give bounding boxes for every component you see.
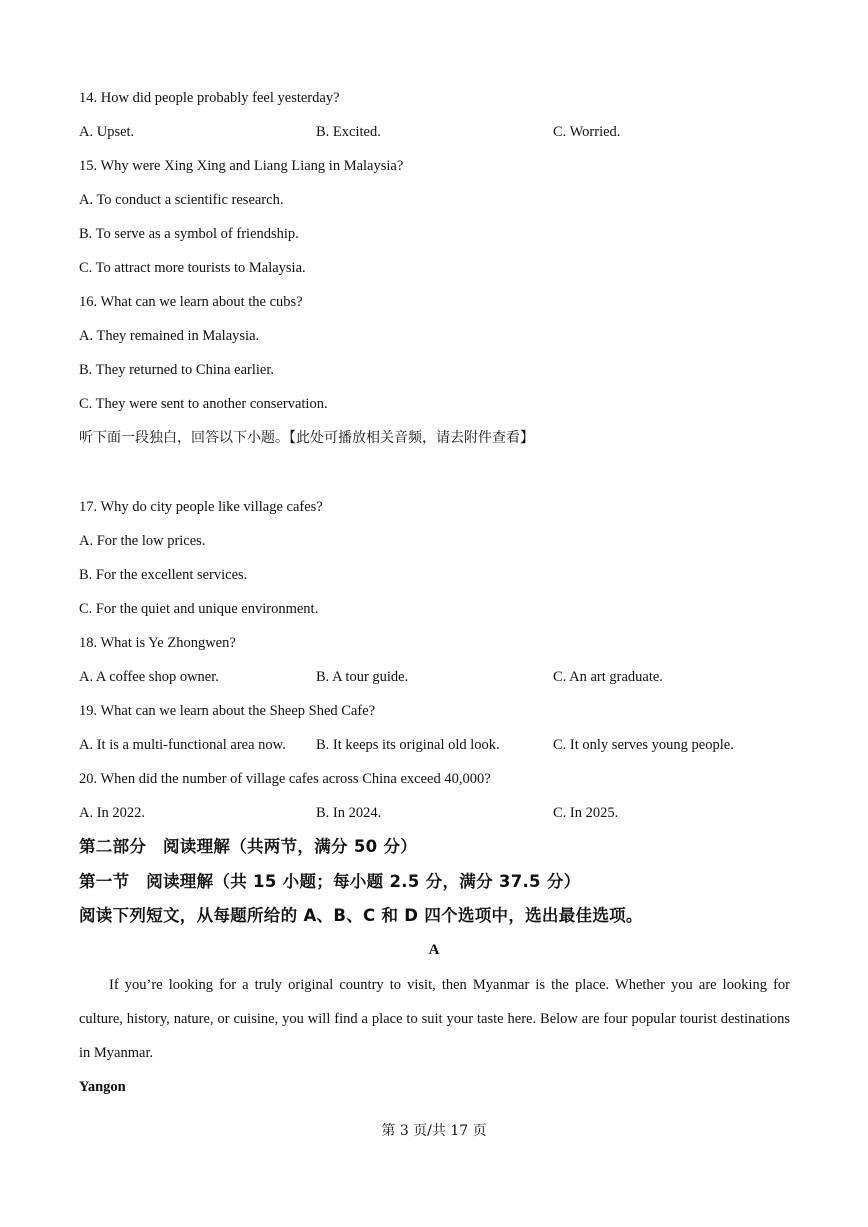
q19-option-b: B. It keeps its original old look. xyxy=(316,737,500,753)
q17-option-a: A. For the low prices. xyxy=(79,533,206,549)
q20-option-c: C. In 2025. xyxy=(553,805,619,821)
q19-option-a: A. It is a multi-functional area now. xyxy=(79,737,286,753)
q18-option-b: B. A tour guide. xyxy=(316,669,409,685)
q15-option-b: B. To serve as a symbol of friendship. xyxy=(79,226,299,242)
q14-option-b: B. Excited. xyxy=(316,124,381,140)
q16-stem: 16. What can we learn about the cubs? xyxy=(79,294,303,310)
q20-stem: 20. When did the number of village cafes across China exceed 40,000? xyxy=(79,771,491,787)
q20-option-a: A. In 2022. xyxy=(79,805,146,821)
q18-option-a: A. A coffee shop owner. xyxy=(79,669,219,685)
q20-option-b: B. In 2024. xyxy=(316,805,382,821)
q16-option-a: A. They remained in Malaysia. xyxy=(79,328,260,344)
q14-option-a: A. Upset. xyxy=(79,124,135,140)
q16-option-b: B. They returned to China earlier. xyxy=(79,362,275,378)
page-footer: 第 3 页/共 17 页 xyxy=(381,1123,487,1139)
passage-paragraph: If you’re looking for a truly original country to visit, then Myanmar is the place. Whether you are looking for culture, history, nature, or cuisine, you will find a place to suit your taste here. Below are four popular tourist destinations in Myanmar. xyxy=(79,977,790,1061)
q18-stem: 18. What is Ye Zhongwen? xyxy=(79,635,236,651)
q15-option-c: C. To attract more tourists to Malaysia. xyxy=(79,260,306,276)
passage-label: A xyxy=(428,942,440,958)
q17-stem: 17. Why do city people like village cafes? xyxy=(79,499,323,515)
q19-stem: 19. What can we learn about the Sheep Shed Cafe? xyxy=(79,703,376,719)
part-two-heading: 第二部分 阅读理解（共两节，满分 50 分） xyxy=(79,837,418,856)
q15-stem: 15. Why were Xing Xing and Liang Liang in Malaysia? xyxy=(79,158,404,174)
q14-option-c: C. Worried. xyxy=(553,124,621,140)
section-one-heading: 第一节 阅读理解（共 15 小题；每小题 2.5 分，满分 37.5 分） xyxy=(79,872,581,891)
q15-option-a: A. To conduct a scientific research. xyxy=(79,192,284,208)
q14-stem: 14. How did people probably feel yesterday? xyxy=(79,90,340,106)
reading-directions: 阅读下列短文，从每题所给的 A、B、C 和 D 四个选项中，选出最佳选项。 xyxy=(79,906,643,925)
subheading-yangon: Yangon xyxy=(79,1079,126,1095)
q19-option-c: C. It only serves young people. xyxy=(553,737,734,753)
q17-option-c: C. For the quiet and unique environment. xyxy=(79,601,319,617)
q18-option-c: C. An art graduate. xyxy=(553,669,663,685)
listening-instruction: 听下面一段独白，回答以下小题。【此处可播放相关音频，请去附件查看】 xyxy=(79,430,534,446)
q16-option-c: C. They were sent to another conservation. xyxy=(79,396,328,412)
q17-option-b: B. For the excellent services. xyxy=(79,567,248,583)
